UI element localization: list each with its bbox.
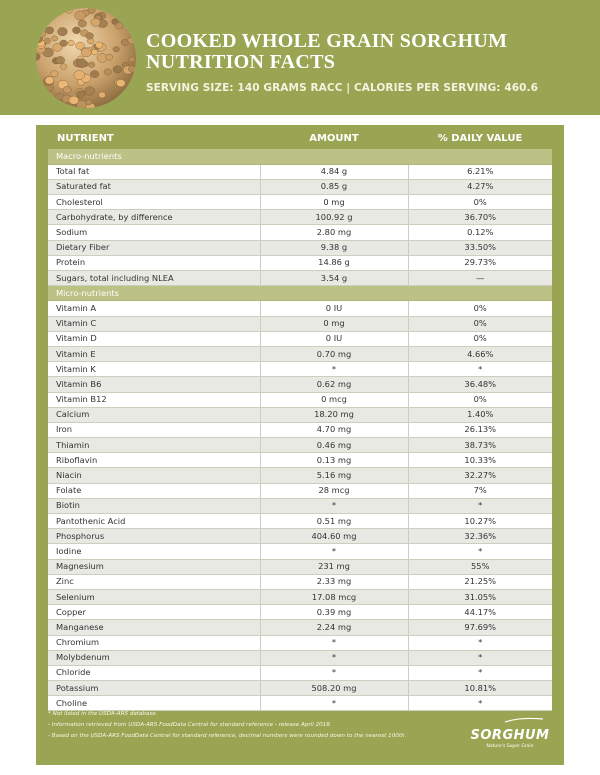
grain-dot [41,20,48,26]
table-row [48,620,552,635]
nutrient-amount: 0.70 mg [260,346,408,361]
grain-dot [41,93,47,98]
nutrient-daily-value: 0% [408,316,552,331]
nutrient-daily-value: 0% [408,392,552,407]
nutrient-amount: 404.60 mg [260,529,408,544]
grain-dot [48,8,59,17]
grain-dot [106,54,113,60]
grain-dot [45,77,54,85]
nutrient-name: Chromium [48,635,260,650]
table-row [48,468,552,483]
table-row [48,164,552,179]
table-row [48,255,552,270]
nutrient-daily-value: 7% [408,483,552,498]
table-row [48,635,552,650]
table-row [48,483,552,498]
nutrient-amount: * [260,696,408,711]
nutrient-daily-value: 36.70% [408,210,552,225]
nutrient-amount: 0 IU [260,301,408,316]
grain-dot [60,40,68,46]
table-row [48,362,552,377]
nutrient-name: Sugars, total including NLEA [48,271,260,286]
table-row [48,407,552,422]
nutrient-amount: 2.33 mg [260,574,408,589]
grain-dot [104,69,111,75]
grain-dot [36,19,43,27]
grain-dot [50,9,56,14]
nutrient-name: Iron [48,422,260,437]
grain-dot [128,66,136,73]
nutrient-daily-value: 4.27% [408,179,552,194]
table-row [48,392,552,407]
nutrient-daily-value: 97.69% [408,620,552,635]
table-row [48,271,552,286]
grain-dot [91,49,97,54]
grain-dot [56,56,65,64]
nutrient-name: Thiamin [48,438,260,453]
grain-dot [44,38,51,44]
nutrient-daily-value: 32.36% [408,529,552,544]
nutrition-table [48,149,552,711]
title-line-1: COOKED WHOLE GRAIN SORGHUM [146,30,508,52]
nutrient-daily-value: 29.73% [408,255,552,270]
grain-dot [121,39,128,45]
nutrient-daily-value: 0% [408,301,552,316]
nutrient-amount: 3.54 g [260,271,408,286]
nutrient-amount: 2.24 mg [260,620,408,635]
nutrient-amount: 508.20 mg [260,681,408,696]
table-row [48,240,552,255]
nutrient-name: Biotin [48,498,260,513]
nutrient-daily-value: * [408,635,552,650]
nutrient-daily-value: * [408,362,552,377]
nutrient-amount: 0.85 g [260,179,408,194]
table-row [48,589,552,604]
grain-dot [73,27,81,34]
nutrient-daily-value: 26.13% [408,422,552,437]
nutrient-amount: 4.70 mg [260,422,408,437]
nutrient-amount: 0.62 mg [260,377,408,392]
nutrient-daily-value: 32.27% [408,468,552,483]
table-row [48,179,552,194]
nutrient-daily-value: 38.73% [408,438,552,453]
sorghum-grain-photo [36,8,136,108]
grain-dot [90,70,98,77]
footnote: - Based on the USDA-ARS FoodData Central for standard reference, decimal numbers were rounded down to the nearest 100th. [48,733,407,739]
grain-dot [60,64,67,70]
nutrient-name: Vitamin A [48,301,260,316]
section-header [48,286,552,301]
grain-dot [86,100,92,105]
nutrient-name: Total fat [48,164,260,179]
title-line-2: NUTRITION FACTS [146,51,336,73]
nutrient-daily-value: 10.81% [408,681,552,696]
grain-dot [85,87,95,96]
table-row [48,453,552,468]
nutrient-amount: 0.51 mg [260,514,408,529]
logo-tagline: Nature's Super Grain [486,744,534,749]
table-row [48,665,552,680]
table-row [48,210,552,225]
grain-dot [77,91,85,98]
table-row [48,195,552,210]
sorghum-logo [464,710,556,749]
table-row [48,650,552,665]
grain-dot [68,40,74,45]
nutrient-name: Saturated fat [48,179,260,194]
nutrient-daily-value: 55% [408,559,552,574]
nutrient-name: Manganese [48,620,260,635]
footnotes [48,709,468,742]
nutrient-name: Zinc [48,574,260,589]
serving-info: SERVING SIZE: 140 GRAMS RACC | CALORIES PER SERVING: 460.6 [146,82,539,94]
nutrient-amount: * [260,544,408,559]
table-row [48,422,552,437]
nutrient-amount: 17.08 mcg [260,589,408,604]
nutrient-amount: 100.92 g [260,210,408,225]
table-row [48,225,552,240]
grain-dot [116,79,125,87]
grain-dot [86,33,94,40]
table-row [48,605,552,620]
nutrition-table-wrapper [48,127,552,711]
nutrient-amount: * [260,650,408,665]
nutrient-daily-value: 6.21% [408,164,552,179]
nutrient-name: Choline [48,696,260,711]
nutrient-daily-value: 10.33% [408,453,552,468]
nutrient-daily-value: 0% [408,331,552,346]
nutrient-name: Chloride [48,665,260,680]
grain-dot [75,11,86,20]
grain-dot [98,92,105,98]
table-row [48,331,552,346]
section-header [48,149,552,164]
logo-swoosh-icon [465,717,555,723]
nutrient-name: Calcium [48,407,260,422]
grain-dot [95,42,102,48]
grain-dot [127,37,135,44]
footnote: - Information retrieved from USDA-ARS FoodData Central for standard reference - release April 2018. [48,722,332,728]
table-row [48,301,552,316]
nutrient-amount: 0.46 mg [260,438,408,453]
nutrient-amount: 9.38 g [260,240,408,255]
nutrient-amount: * [260,362,408,377]
nutrient-name: Iodine [48,544,260,559]
nutrient-name: Protein [48,255,260,270]
grain-dot [76,42,85,49]
nutrient-daily-value: 44.17% [408,605,552,620]
table-row [48,574,552,589]
nutrient-amount: 28 mcg [260,483,408,498]
nutrient-daily-value: 0.12% [408,225,552,240]
page-title [146,31,507,73]
nutrient-name: Carbohydrate, by difference [48,210,260,225]
grain-dot [81,48,91,57]
nutrient-name: Vitamin K [48,362,260,377]
nutrient-amount: 18.20 mg [260,407,408,422]
column-header-nutrient: NUTRIENT [57,132,114,144]
grain-dot [37,30,45,37]
nutrient-name: Niacin [48,468,260,483]
nutrient-amount: 0 IU [260,331,408,346]
nutrient-amount: * [260,665,408,680]
nutrient-name: Pantothenic Acid [48,514,260,529]
table-row [48,681,552,696]
grain-dot [88,62,95,68]
grain-dot [78,20,86,27]
nutrient-daily-value: * [408,696,552,711]
nutrient-amount: 0.39 mg [260,605,408,620]
grain-dot [74,70,85,79]
grain-dot [63,86,71,93]
nutrition-panel [36,125,564,765]
grain-illustration [36,8,136,108]
table-row [48,377,552,392]
table-row [48,529,552,544]
nutrient-name: Folate [48,483,260,498]
nutrient-name: Cholesterol [48,195,260,210]
table-row [48,316,552,331]
nutrient-name: Phosphorus [48,529,260,544]
nutrient-name: Dietary Fiber [48,240,260,255]
section-label: Macro-nutrients [48,149,552,164]
table-row [48,559,552,574]
nutrient-amount: 5.16 mg [260,468,408,483]
grain-dot [113,46,119,51]
nutrient-amount: 0 mcg [260,392,408,407]
table-row [48,514,552,529]
nutrient-amount: 2.80 mg [260,225,408,240]
nutrient-name: Selenium [48,589,260,604]
footnote: * Not listed in the USDA-ARS database. [48,711,158,717]
nutrient-daily-value: 10.27% [408,514,552,529]
grain-dot [91,18,100,26]
nutrient-daily-value: * [408,665,552,680]
nutrient-name: Potassium [48,681,260,696]
section-label: Micro-nutrients [48,286,552,301]
nutrient-daily-value: 21.25% [408,574,552,589]
nutrient-name: Riboflavin [48,453,260,468]
nutrient-amount: 0 mg [260,195,408,210]
grain-dot [36,53,40,60]
column-header-daily-value: % DAILY VALUE [437,132,523,144]
nutrient-daily-value: 36.48% [408,377,552,392]
nutrient-name: Vitamin B12 [48,392,260,407]
nutrient-daily-value: 1.40% [408,407,552,422]
nutrient-name: Vitamin E [48,346,260,361]
nutrient-daily-value: * [408,498,552,513]
nutrient-amount: * [260,635,408,650]
nutrient-amount: 14.86 g [260,255,408,270]
nutrient-name: Vitamin B6 [48,377,260,392]
column-header-amount: AMOUNT [309,132,359,144]
nutrient-daily-value: 4.66% [408,346,552,361]
grain-dot [76,59,87,68]
nutrient-daily-value: — [408,271,552,286]
grain-dot [58,28,68,36]
grain-dot [51,71,58,77]
table-row [48,544,552,559]
nutrient-name: Sodium [48,225,260,240]
nutrient-name: Copper [48,605,260,620]
nutrient-name: Vitamin D [48,331,260,346]
nutrient-name: Vitamin C [48,316,260,331]
nutrient-daily-value: 31.05% [408,589,552,604]
grain-dot [129,57,135,62]
nutrient-amount: * [260,498,408,513]
grain-dot [49,103,57,108]
nutrient-daily-value: 0% [408,195,552,210]
grain-dot [124,90,134,98]
table-row [48,438,552,453]
table-row [48,346,552,361]
grain-dot [36,30,41,36]
grain-dot [113,66,122,73]
nutrient-amount: 0 mg [260,316,408,331]
nutrient-name: Molybdenum [48,650,260,665]
grain-dot [69,96,79,104]
nutrient-amount: 0.13 mg [260,453,408,468]
nutrient-amount: 231 mg [260,559,408,574]
nutrient-daily-value: * [408,650,552,665]
grain-dot [48,8,58,13]
grain-dot [66,8,72,13]
header-banner [0,0,600,115]
nutrient-amount: 4.84 g [260,164,408,179]
table-row [48,498,552,513]
grain-dot [121,99,129,106]
grain-dot [115,23,123,30]
nutrient-name: Magnesium [48,559,260,574]
logo-wordmark: SORGHUM [470,728,550,743]
nutrient-daily-value: * [408,544,552,559]
grain-dot [52,36,58,41]
nutrient-daily-value: 33.50% [408,240,552,255]
grain-dot [45,27,53,34]
column-headers [48,127,552,149]
